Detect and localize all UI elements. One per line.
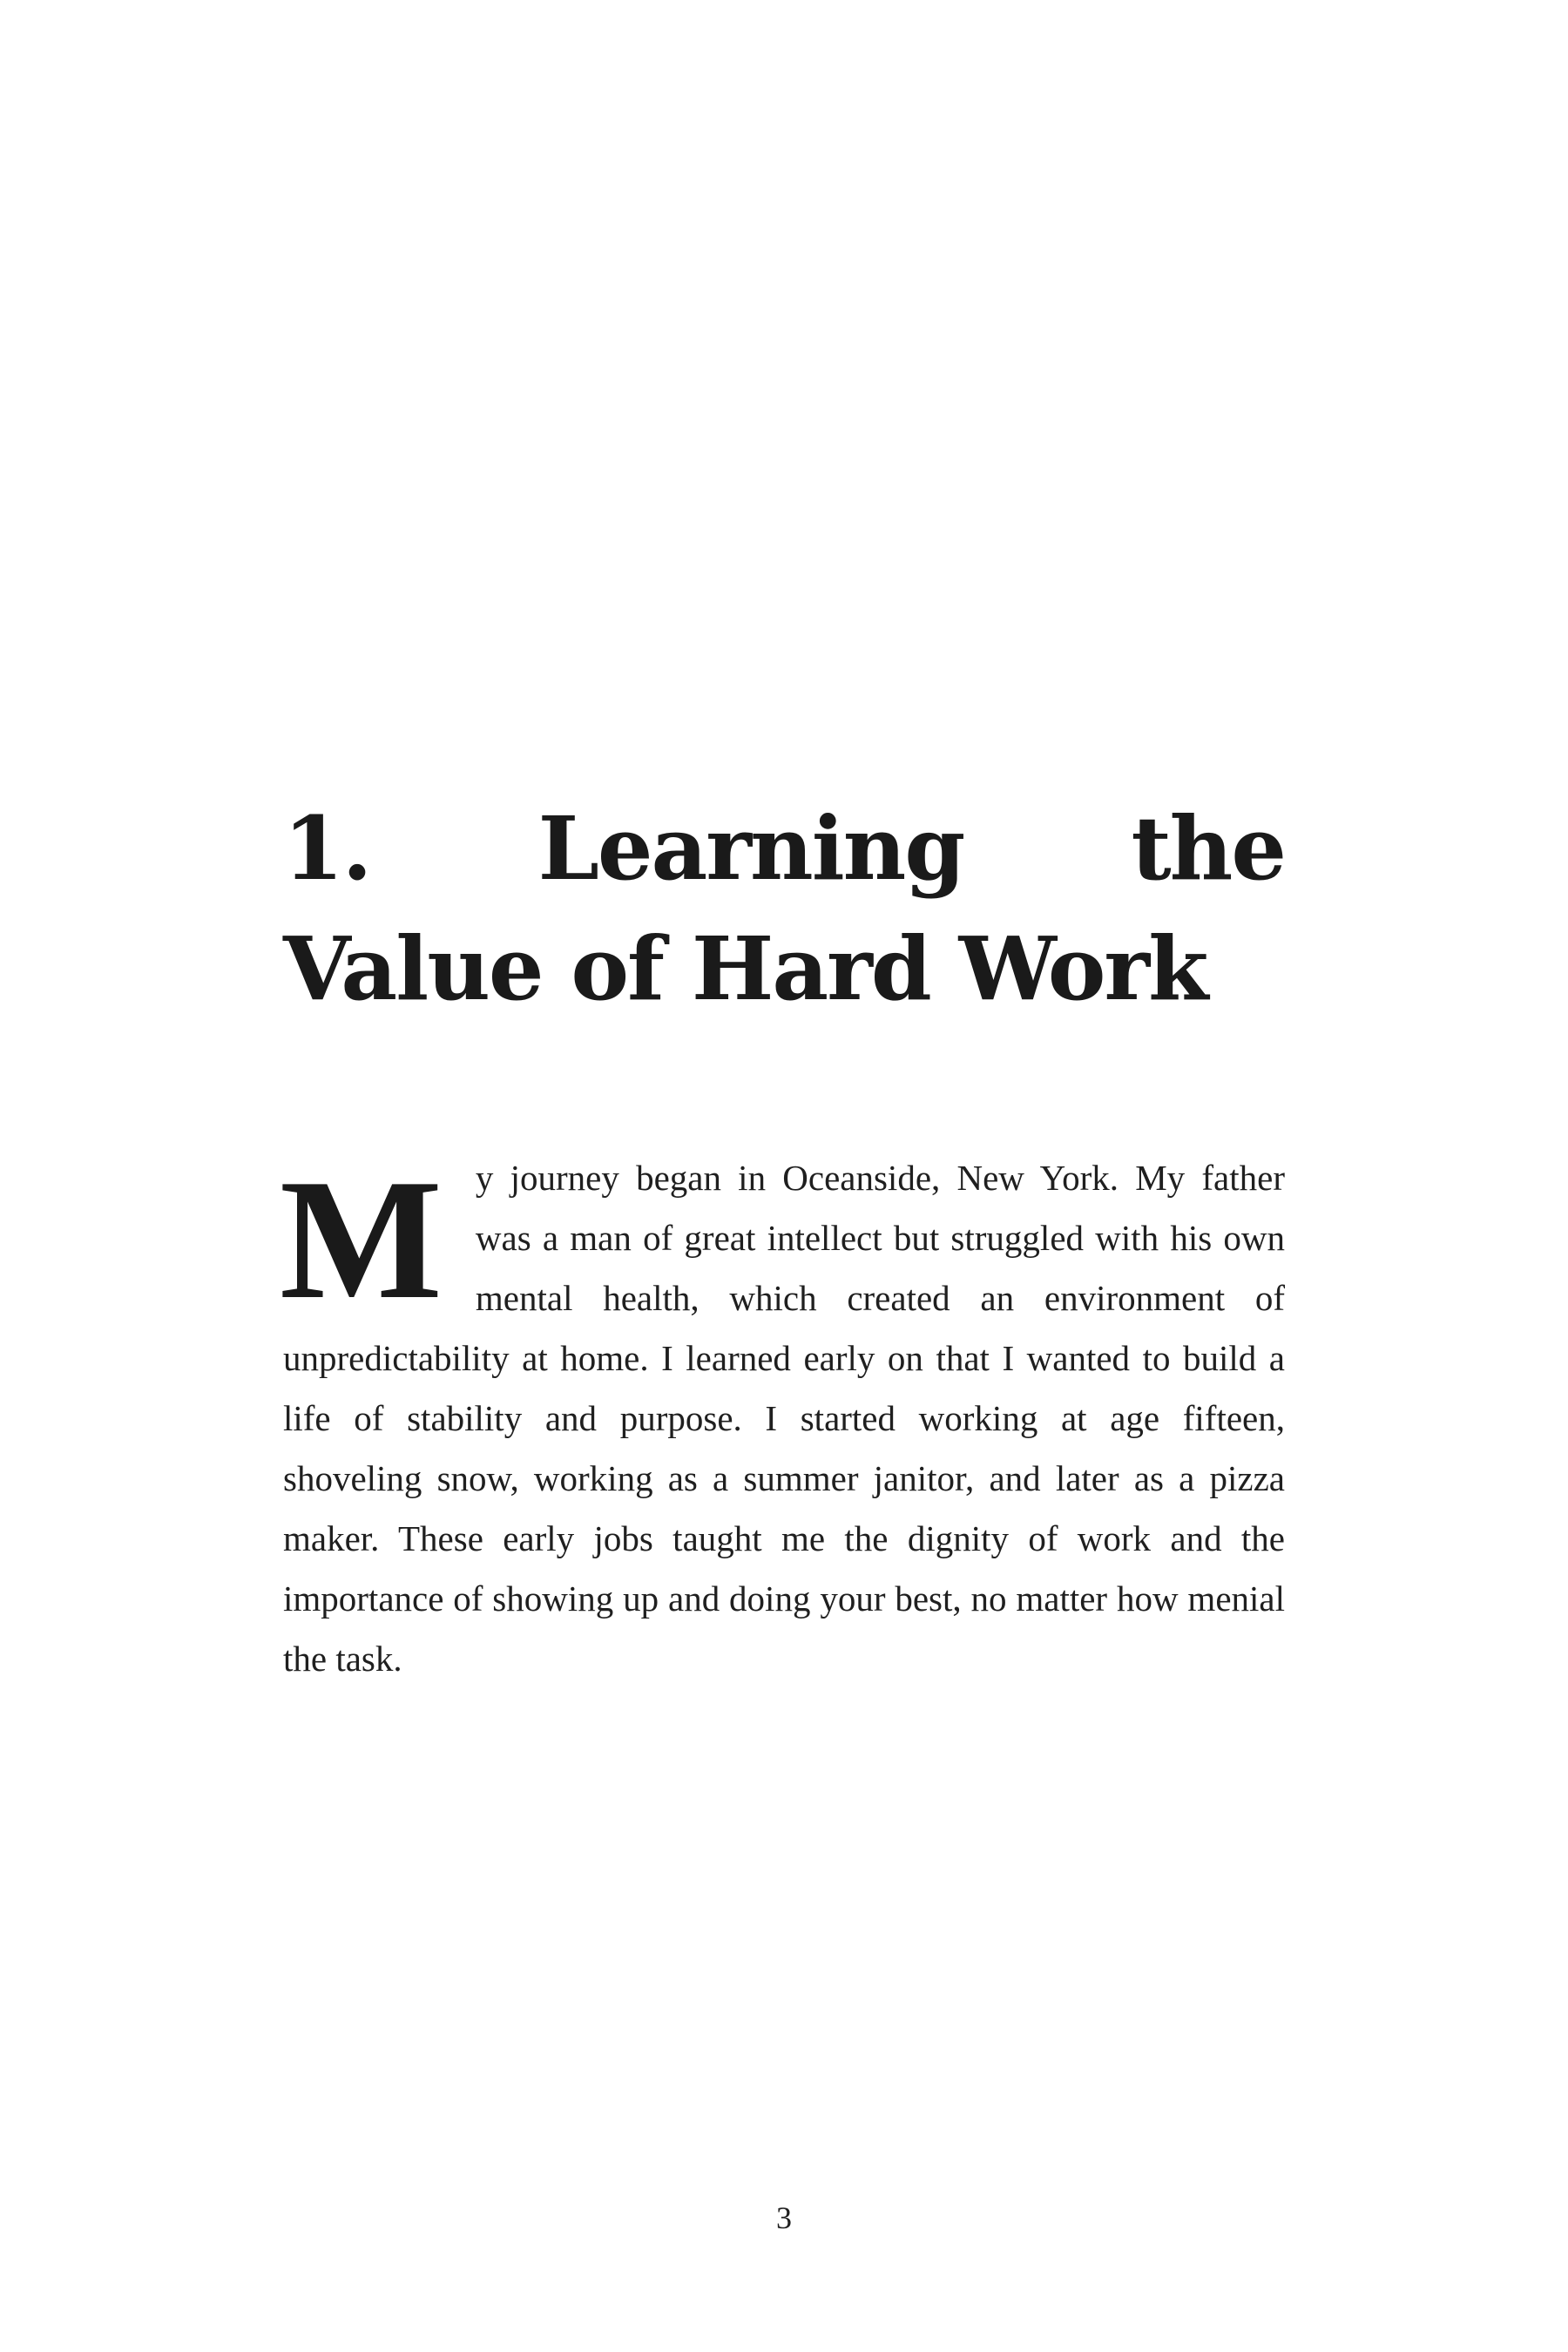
paragraph-text: y journey began in Oceanside, New York. My father was a man of great intellect but struggled with his own mental health, which created an environment of unpredictability at home. I learned early on that I wanted to build a life of stability and purpose. I started working at age fifteen, shoveling snow, working as a summer janitor, and later as a pizza maker. These early jobs taught me the dignity of work and the importance of showing up and doing your best, no matter how menial the task. <box>283 1158 1285 1679</box>
chapter-body-paragraph <box>280 1144 1285 1689</box>
page-number: 3 <box>776 2200 792 2235</box>
drop-cap-letter: M <box>280 1144 443 1335</box>
chapter-title: 1. Learning the Value of Hard Work <box>283 797 1285 1020</box>
